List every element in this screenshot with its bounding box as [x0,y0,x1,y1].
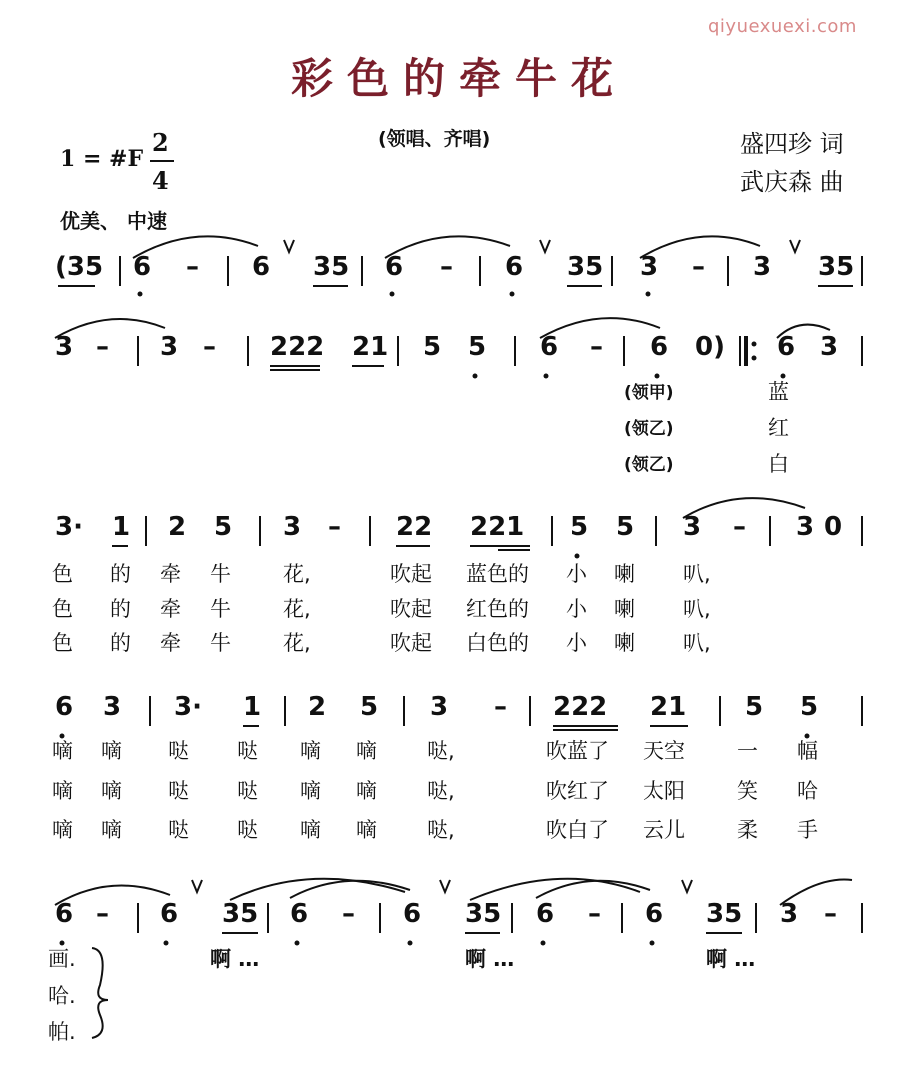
lyric: 哒 [168,739,189,763]
note: 6 [645,899,664,929]
lyric: 牛 [210,631,231,655]
note: 5 [616,512,635,542]
lyric: 叭, [683,562,711,586]
key-signature: 1 = #F [60,146,144,172]
note: 35 [465,899,502,929]
note: 222 [270,332,325,362]
note: 1 [112,512,131,542]
note: 35 [706,899,743,929]
note: 1 [243,692,262,722]
lyric: 哒 [168,779,189,803]
lyric: 笑 [737,779,758,803]
note: 3 [55,332,74,362]
lyric: 花, [283,562,311,586]
note: 6 [505,252,524,282]
note: 5 [468,332,487,362]
tempo-marking: 优美、 中速 [60,209,167,233]
lyric: 嘀 [52,779,73,803]
lyric: 色 [52,631,73,655]
lyric: 嘀 [356,818,377,842]
role-label: (领乙) [624,455,674,475]
lyric: 花, [283,631,311,655]
note: 221 [470,512,525,542]
lyric: 嘀 [300,739,321,763]
lyric: 哒 [237,779,258,803]
note: 3 [103,692,122,722]
lyric: 吹起 [390,631,432,655]
ah-lyric: 啊 … [706,947,756,971]
lyric: 哒 [237,818,258,842]
ending-word: 帕. [48,1020,76,1044]
lyric: 牛 [210,597,231,621]
ah-lyric: 啊 … [210,947,260,971]
lyric: 哒, [427,779,455,803]
note: – [328,512,341,542]
note: 3· [55,512,83,542]
note: (35 [55,252,104,282]
note: 3 [683,512,702,542]
note: 35 [313,252,350,282]
lyric: 吹起 [390,597,432,621]
note: 5 [214,512,233,542]
lyric: 叭, [683,631,711,655]
note: 5 [360,692,379,722]
lyric: 嘀 [52,739,73,763]
lyric: 的 [110,562,131,586]
lyric: 牵 [160,597,181,621]
lyric: 嘀 [52,818,73,842]
note: 21 [352,332,389,362]
lyric: 蓝色的 [466,562,529,586]
lyric: 花, [283,597,311,621]
subtitle: (领唱、齐唱) [378,128,491,150]
lyric: 太阳 [643,779,685,803]
note: 5 [800,692,819,722]
time-sig-top: 2 [152,128,169,157]
lyric: 小 [566,597,587,621]
lyric: 云儿 [643,818,685,842]
lyric: 嘀 [300,818,321,842]
note: – [588,899,601,929]
note: 0 [824,512,843,542]
lyric: 喇 [614,631,635,655]
note: 21 [650,692,687,722]
note: – [692,252,705,282]
role-word: 红 [768,416,789,440]
lyric: 吹红了 [546,779,609,803]
note: 222 [553,692,608,722]
lyric: 哒 [168,818,189,842]
lyric: 的 [110,631,131,655]
note: 6 [133,252,152,282]
note: 3 [796,512,815,542]
lyric: 小 [566,562,587,586]
lyric: 幅 [797,739,818,763]
note: – [590,332,603,362]
note: – [96,899,109,929]
lyric: 一 [737,739,758,763]
note: 2 [168,512,187,542]
lyric: 色 [52,562,73,586]
note: 3· [174,692,202,722]
note: 6 [290,899,309,929]
lyric: 哈 [797,779,818,803]
note: 35 [567,252,604,282]
lyric: 牵 [160,562,181,586]
lyric: 色 [52,597,73,621]
note: 6 [540,332,559,362]
note: 6 [650,332,669,362]
note: 3 [160,332,179,362]
lyric: 牛 [210,562,231,586]
lyric: 叭, [683,597,711,621]
ah-lyric: 啊 … [465,947,515,971]
lyric: 嘀 [300,779,321,803]
song-title: 彩色的牵牛花 [290,54,627,103]
time-sig-bottom: 4 [152,166,169,195]
lyric: 吹白了 [546,818,609,842]
note: 3 [780,899,799,929]
note: 3 [430,692,449,722]
lyricist: 盛四珍 词 [740,130,844,158]
lyric: 嘀 [356,739,377,763]
lyric: 吹蓝了 [546,739,609,763]
note: 5 [570,512,589,542]
note: 6 [55,692,74,722]
note: 6 [160,899,179,929]
composer: 武庆森 曲 [740,168,844,196]
lyric: 喇 [614,562,635,586]
ending-word: 哈. [48,984,76,1008]
watermark: qiyuexuexi.com [708,16,857,37]
note: – [96,332,109,362]
note: 5 [745,692,764,722]
lyric: 白色的 [466,631,529,655]
note: – [494,692,507,722]
note: – [733,512,746,542]
note: 6 [385,252,404,282]
lyric: 天空 [643,739,685,763]
lyric: 小 [566,631,587,655]
note: 5 [423,332,442,362]
lyric: 柔 [737,818,758,842]
lyric: 红色的 [466,597,529,621]
role-label: (领乙) [624,419,674,439]
lyric: 嘀 [101,818,122,842]
lyric: 嘀 [101,779,122,803]
note: – [203,332,216,362]
lyric: 牵 [160,631,181,655]
note: 6 [55,899,74,929]
role-word: 白 [768,452,789,476]
lyric: 哒, [427,818,455,842]
lyric: 嘀 [101,739,122,763]
role-word: 蓝 [768,380,789,404]
note: 35 [818,252,855,282]
lyric: 喇 [614,597,635,621]
lyric: 手 [797,818,818,842]
note: 2 [308,692,327,722]
ending-word: 画. [48,947,76,971]
lyric: 的 [110,597,131,621]
note: 35 [222,899,259,929]
lyric: 哒 [237,739,258,763]
note: 6 [777,332,796,362]
note: 3 [283,512,302,542]
note: – [342,899,355,929]
note: 3 [753,252,772,282]
note: – [440,252,453,282]
note: – [186,252,199,282]
note: 3 [820,332,839,362]
note: 22 [396,512,433,542]
lyric: 嘀 [356,779,377,803]
note: 6 [403,899,422,929]
role-label: (领甲) [624,383,674,403]
note: 3 [640,252,659,282]
lyric: 吹起 [390,562,432,586]
lyric: 哒, [427,739,455,763]
note: 6 [536,899,555,929]
note: 0) [695,332,725,362]
note: 6 [252,252,271,282]
note: – [824,899,837,929]
